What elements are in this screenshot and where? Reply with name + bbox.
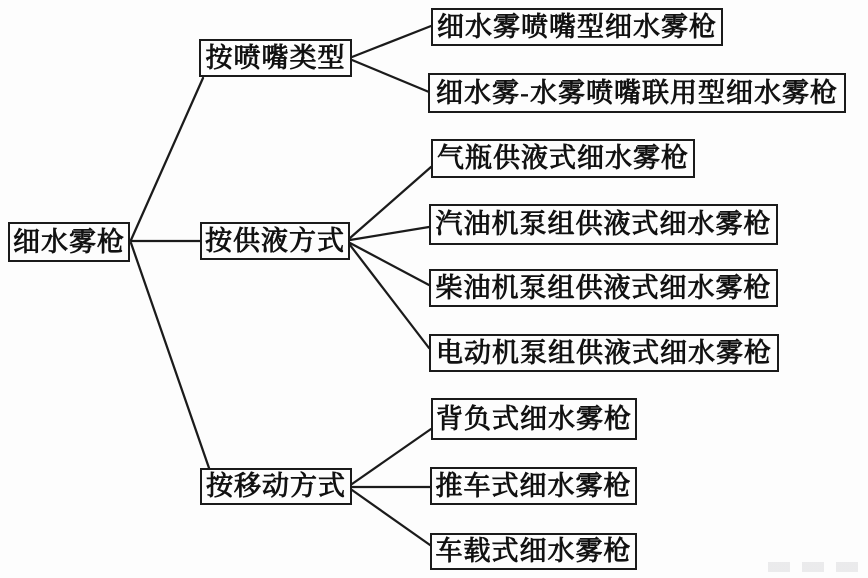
leaf-node: 气瓶供液式细水雾枪 (431, 139, 695, 178)
leaf-node: 细水雾-水雾喷嘴联用型细水雾枪 (428, 73, 846, 113)
leaf-node: 汽油机泵组供液式细水雾枪 (429, 204, 778, 245)
connector-b0-leaf0 (352, 26, 431, 57)
branch-node-liquid-supply: 按供液方式 (200, 222, 350, 260)
connector-b1-leaf2 (350, 243, 429, 285)
branch-node-mobility: 按移动方式 (200, 468, 352, 505)
connector-root-branch0 (131, 78, 203, 240)
connector-b1-leaf3 (350, 245, 429, 348)
root-node: 细水雾枪 (8, 222, 130, 262)
branch-node-nozzle-type: 按喷嘴类型 (199, 39, 352, 77)
leaf-node: 细水雾喷嘴型细水雾枪 (431, 8, 723, 46)
leaf-node: 车载式细水雾枪 (430, 533, 637, 570)
connector-b1-leaf0 (350, 167, 431, 238)
connector-b2-leaf2 (352, 490, 430, 545)
leaf-node: 背负式细水雾枪 (431, 398, 637, 440)
connector-b2-leaf0 (352, 429, 431, 484)
leaf-node: 推车式细水雾枪 (430, 467, 637, 505)
leaf-node: 电动机泵组供液式细水雾枪 (429, 334, 779, 372)
faint-watermark (768, 562, 860, 572)
leaf-node: 柴油机泵组供液式细水雾枪 (429, 269, 778, 307)
connector-b0-leaf1 (352, 60, 429, 92)
connector-root-branch2 (131, 243, 209, 468)
